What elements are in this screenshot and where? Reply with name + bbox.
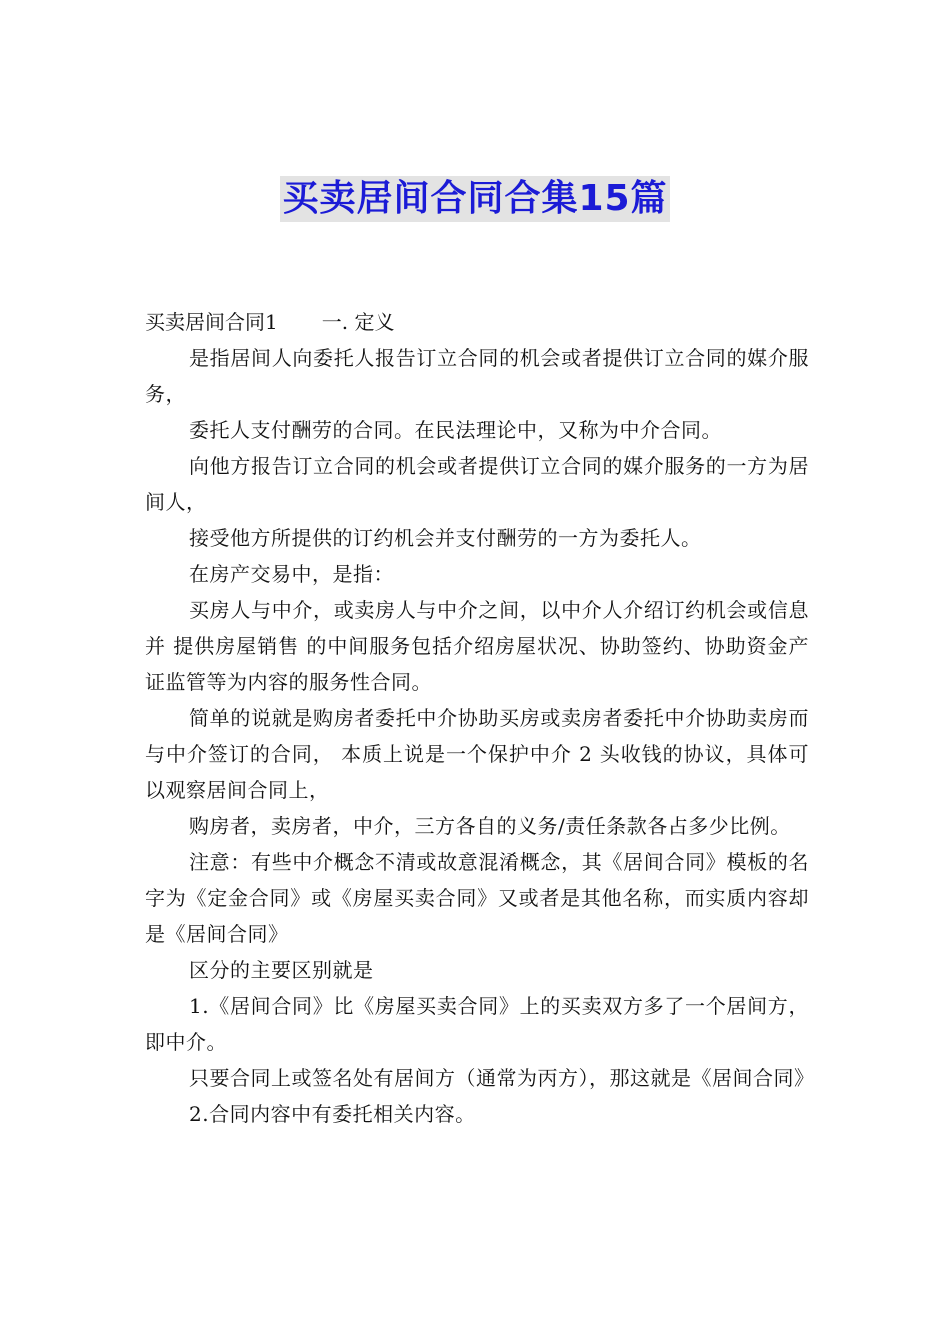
section-heading — [145, 304, 809, 340]
definition-heading: 一. 定义 — [321, 310, 395, 334]
paragraph: 是指居间人向委托人报告订立合同的机会或者提供订立合同的媒介服务， — [145, 346, 809, 406]
paragraph: 买房人与中介，或卖房人与中介之间，以中介人介绍订约机会或信息并 提供房屋销售 的中间服务包括介绍房屋状况、协助签约、协助资金产证监管等为内容的服务性合同。 — [145, 598, 809, 694]
paragraph: 接受他方所提供的订约机会并支付酬劳的一方为委托人。 — [189, 526, 702, 550]
paragraph: 区分的主要区别就是 — [189, 958, 374, 982]
paragraph: 向他方报告订立合同的机会或者提供订立合同的媒介服务的一方为居间人， — [145, 454, 809, 514]
paragraph: 注意：有些中介概念不清或故意混淆概念，其《居间合同》模板的名字为《定金合同》或《房屋买卖合同》又或者是其他名称，而实质内容却是《居间合同》 — [145, 850, 809, 946]
paragraph: 2.合同内容中有委托相关内容。 — [189, 1102, 476, 1126]
paragraph: 只要合同上或签名处有居间方（通常为丙方），那这就是《居间合同》 — [189, 1066, 815, 1090]
paragraph: 在房产交易中，是指： — [189, 562, 394, 586]
document-body — [145, 304, 815, 1132]
title-container — [0, 176, 950, 222]
contract-number-label: 买卖居间合同1 — [145, 310, 278, 334]
paragraph: 简单的说就是购房者委托中介协助买房或卖房者委托中介协助卖房而与中介签订的合同， 本质上说是一个保护中介 2 头收钱的协议，具体可以观察居间合同上， — [145, 706, 809, 802]
paragraph: 委托人支付酬劳的合同。在民法理论中，又称为中介合同。 — [189, 418, 722, 442]
document-title: 买卖居间合同合集15篇 — [280, 176, 669, 222]
paragraph: 1.《居间合同》比《房屋买卖合同》上的买卖双方多了一个居间方，即中介。 — [145, 994, 809, 1054]
paragraph: 购房者，卖房者，中介，三方各自的义务/责任条款各占多少比例。 — [189, 814, 791, 838]
